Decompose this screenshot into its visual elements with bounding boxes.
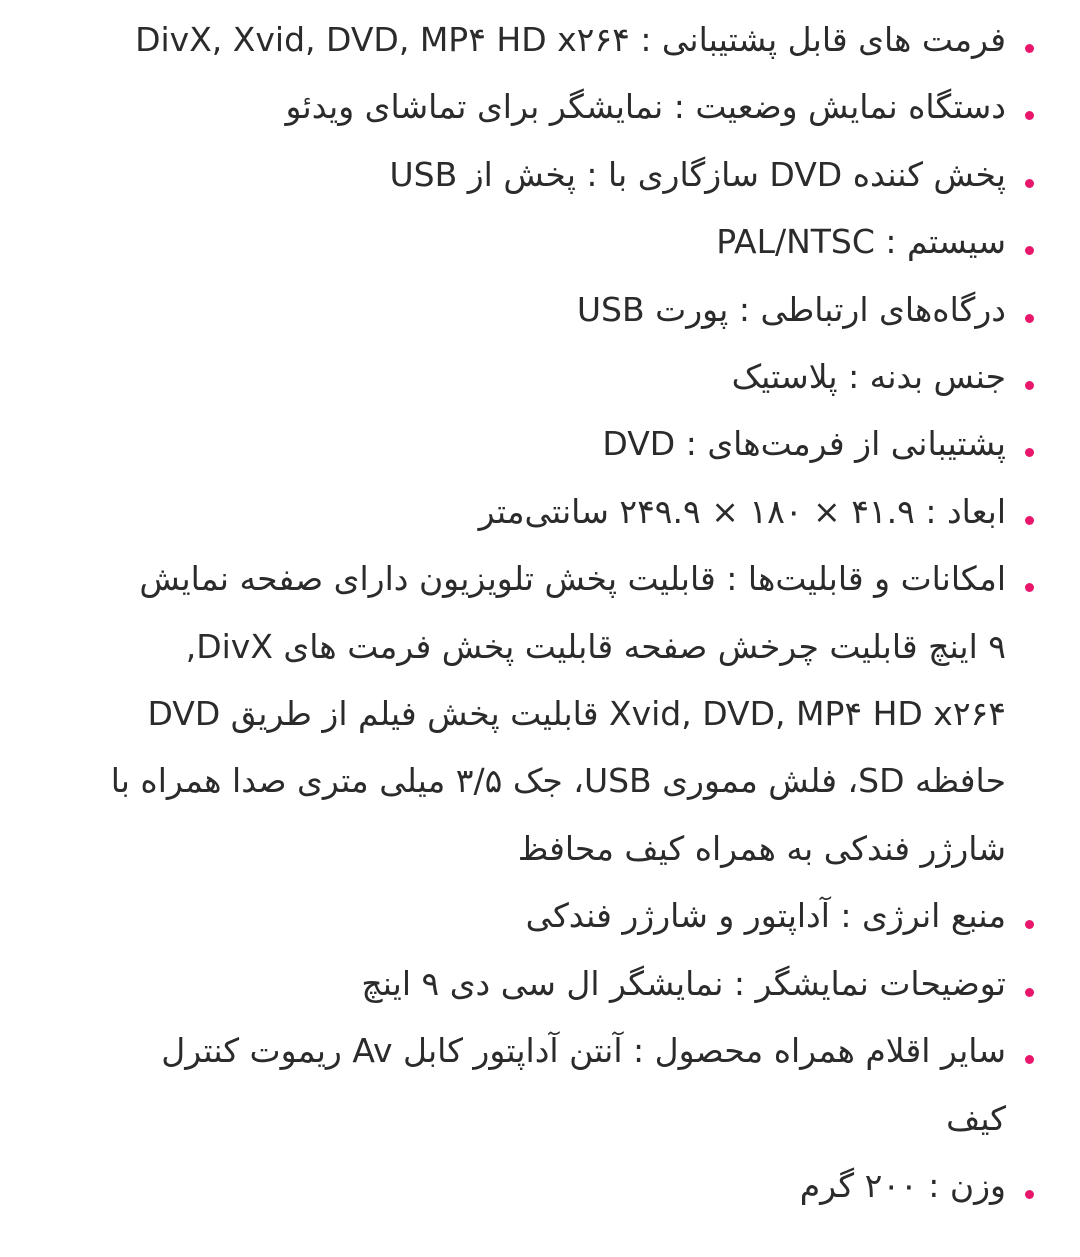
spec-item	[30, 950, 1052, 1017]
spec-text-line: جنس بدنه : پلاستیک	[731, 357, 1006, 397]
spec-text-line: امکانات و قابلیت‌ها : قابلیت پخش تلویزیون دارای صفحه نمایش	[139, 559, 1006, 599]
spec-text	[30, 1017, 1006, 1152]
bullet-dot-icon	[1006, 1017, 1052, 1084]
spec-item	[30, 545, 1052, 882]
spec-text	[30, 545, 1006, 882]
spec-text	[30, 950, 1006, 1017]
spec-text-line: حافظه SD، فلش مموری USB، جک ۳/۵ میلی متری صدا همراه با	[110, 761, 1006, 801]
spec-text-line: Xvid, DVD, MP۴ HD x۲۶۴ قابلیت پخش فیلم از طریق DVD	[147, 694, 1006, 734]
spec-item	[30, 73, 1052, 140]
spec-text	[30, 882, 1006, 949]
spec-item	[30, 208, 1052, 275]
spec-text	[30, 1152, 1006, 1219]
spec-text-line: پشتیبانی از فرمت‌های : DVD	[602, 424, 1006, 464]
bullet-dot-icon	[1006, 545, 1052, 612]
spec-text-line: دستگاه نمایش وضعیت : نمایشگر برای تماشای ویدئو	[285, 87, 1006, 127]
spec-text	[30, 343, 1006, 410]
bullet-dot-icon	[1006, 882, 1052, 949]
spec-text	[30, 73, 1006, 140]
spec-item	[30, 1017, 1052, 1152]
spec-text-line: ۹ اینچ قابلیت چرخش صفحه قابلیت پخش فرمت های DivX,	[185, 626, 1006, 666]
spec-item	[30, 343, 1052, 410]
spec-list	[30, 6, 1052, 1219]
bullet-dot-icon	[1006, 6, 1052, 73]
bullet-dot-icon	[1006, 208, 1052, 275]
bullet-dot-icon	[1006, 276, 1052, 343]
spec-text-line: فرمت های قابل پشتیبانی : DivX, Xvid, DVD, MP۴ HD x۲۶۴	[135, 20, 1006, 59]
bullet-dot-icon	[1006, 141, 1052, 208]
spec-text	[30, 478, 1006, 545]
spec-text-line: ابعاد : ۴۱.۹ × ۱۸۰ × ۲۴۹.۹ سانتی‌متر	[478, 491, 1006, 531]
bullet-dot-icon	[1006, 1152, 1052, 1219]
spec-text-line: کیف	[946, 1098, 1006, 1138]
spec-text	[30, 141, 1006, 208]
spec-text-line: منبع انرژی : آداپتور و شارژر فندکی	[525, 896, 1006, 936]
spec-item	[30, 410, 1052, 477]
spec-text	[30, 208, 1006, 275]
bullet-dot-icon	[1006, 343, 1052, 410]
spec-item	[30, 276, 1052, 343]
spec-text-line: وزن : ۲۰۰ گرم	[799, 1165, 1006, 1205]
spec-text-line: توضیحات نمایشگر : نمایشگر ال سی دی ۹ اینچ	[361, 963, 1006, 1003]
spec-item	[30, 882, 1052, 949]
spec-text	[30, 6, 1006, 73]
spec-text	[30, 410, 1006, 477]
spec-text-line: سایر اقلام همراه محصول : آنتن آداپتور کابل Av ریموت کنترل	[161, 1031, 1006, 1071]
spec-item	[30, 6, 1052, 73]
spec-text-line: درگاه‌های ارتباطی : پورت USB	[576, 289, 1006, 329]
spec-item	[30, 1152, 1052, 1219]
spec-text-line: پخش کننده DVD سازگاری با : پخش از USB	[389, 154, 1006, 194]
spec-text-line: شارژر فندکی به همراه کیف محافظ	[517, 828, 1006, 868]
spec-text-line: سیستم : PAL/NTSC	[716, 222, 1006, 262]
bullet-dot-icon	[1006, 410, 1052, 477]
bullet-dot-icon	[1006, 73, 1052, 140]
spec-item	[30, 141, 1052, 208]
spec-item	[30, 478, 1052, 545]
bullet-dot-icon	[1006, 950, 1052, 1017]
bullet-dot-icon	[1006, 478, 1052, 545]
spec-text	[30, 276, 1006, 343]
